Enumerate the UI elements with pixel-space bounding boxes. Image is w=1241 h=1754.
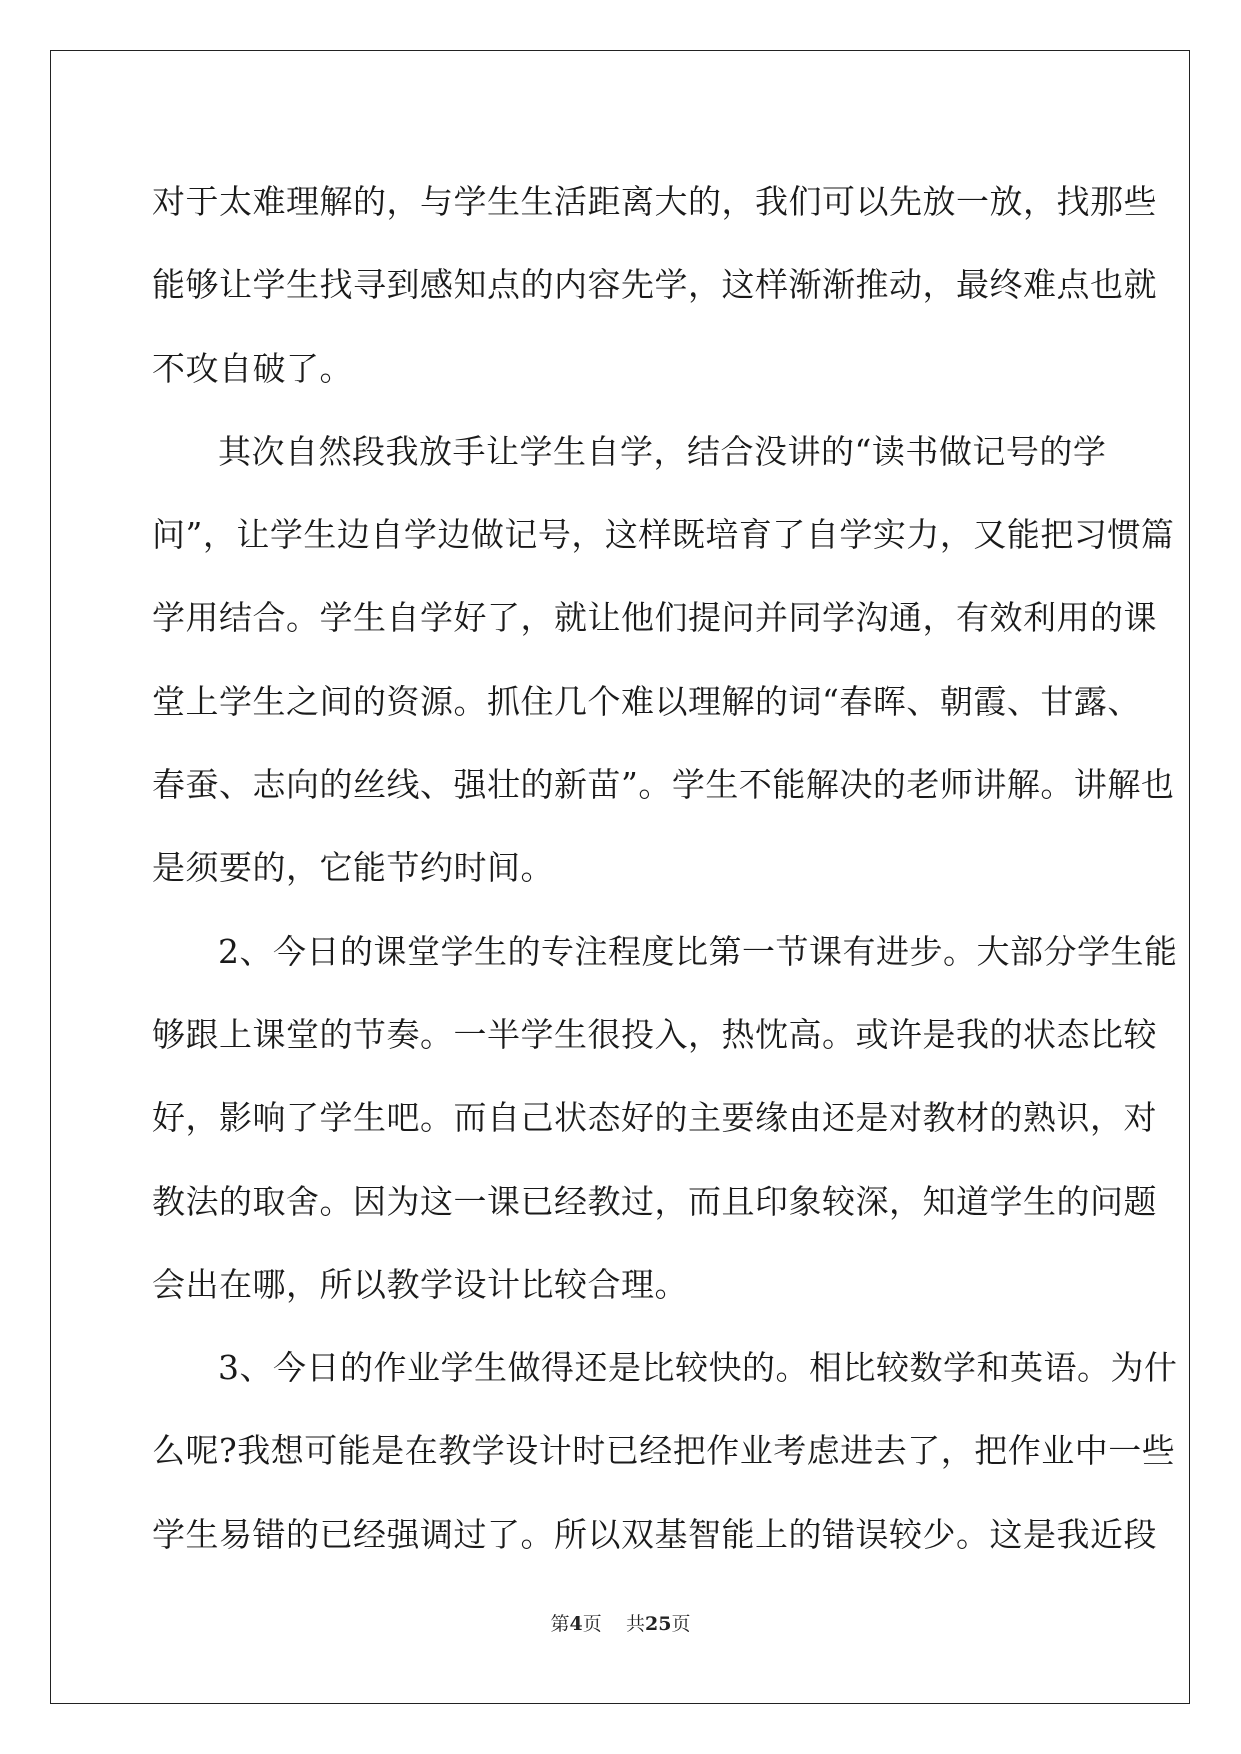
text-line: 学用结合。学生自学好了，就让他们提问并同学沟通，有效利用的课 xyxy=(152,598,1157,638)
page-number: 4 xyxy=(569,1613,583,1635)
total-prefix: 共 xyxy=(625,1613,645,1635)
paragraph-start-line: 3、今日的作业学生做得还是比较快的。相比较数学和英语。为什 xyxy=(218,1348,1178,1388)
text-line: 春蚕、志向的丝线、强壮的新苗”。学生不能解决的老师讲解。讲解也 xyxy=(152,765,1175,805)
page-suffix: 页 xyxy=(582,1613,602,1635)
text-line: 教法的取舍。因为这一课已经教过，而且印象较深，知道学生的问题 xyxy=(152,1181,1157,1221)
document-body xyxy=(152,160,1178,1576)
text-line: 好，影响了学生吧。而自己状态好的主要缘由还是对教材的熟识，对 xyxy=(152,1098,1157,1138)
page-prefix: 第 xyxy=(550,1613,570,1635)
text-line: 问”，让学生边自学边做记号，这样既培育了自学实力，又能把习惯篇 xyxy=(152,515,1175,555)
paragraph-start-line: 其次自然段我放手让学生自学，结合没讲的“读书做记号的学 xyxy=(218,431,1107,471)
page-footer xyxy=(0,1609,1241,1636)
text-line: 能够让学生找寻到感知点的内容先学，这样渐渐推动，最终难点也就 xyxy=(152,265,1157,305)
paragraph-start-line: 2、今日的课堂学生的专注程度比第一节课有进步。大部分学生能 xyxy=(218,931,1178,971)
text-line: 是须要的，它能节约时间。 xyxy=(152,848,554,888)
text-line: 么呢?我想可能是在教学设计时已经把作业考虑进去了，把作业中一些 xyxy=(152,1431,1176,1471)
text-line: 不攻自破了。 xyxy=(152,348,353,388)
total-pages: 25 xyxy=(644,1613,672,1635)
total-suffix: 页 xyxy=(671,1613,691,1635)
text-line: 会出在哪，所以教学设计比较合理。 xyxy=(152,1264,688,1304)
text-line: 堂上学生之间的资源。抓住几个难以理解的词“春晖、朝霞、甘露、 xyxy=(152,681,1141,721)
text-line: 学生易错的已经强调过了。所以双基智能上的错误较少。这是我近段 xyxy=(152,1514,1157,1554)
text-line: 对于太难理解的，与学生生活距离大的，我们可以先放一放，找那些 xyxy=(152,182,1157,221)
text-line: 够跟上课堂的节奏。一半学生很投入，热忱高。或许是我的状态比较 xyxy=(152,1014,1157,1054)
